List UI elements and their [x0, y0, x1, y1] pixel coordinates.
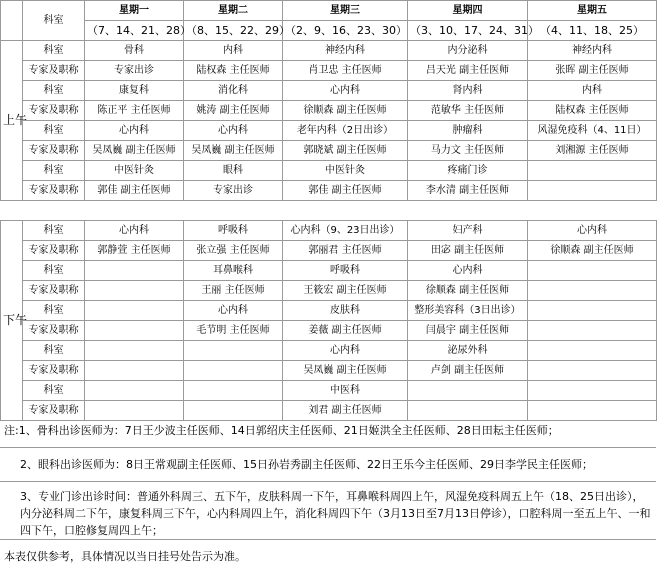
- schedule-cell: [528, 321, 657, 341]
- separator-cell: [23, 201, 85, 221]
- schedule-cell: 卢剑 副主任医师: [408, 361, 528, 381]
- schedule-cell: 心内科: [85, 121, 184, 141]
- schedule-cell: 陆权森 主任医师: [184, 61, 283, 81]
- schedule-cell: [184, 381, 283, 401]
- schedule-cell: 肾内科: [408, 81, 528, 101]
- row-label: 专家及职称: [23, 241, 85, 261]
- schedule-cell: 心内科（9、23日出诊）: [283, 221, 408, 241]
- afternoon-row: [1, 221, 657, 241]
- morning-row: [1, 121, 657, 141]
- schedule-cell: 中医科: [283, 381, 408, 401]
- morning-row: [1, 141, 657, 161]
- separator-cell: [85, 201, 184, 221]
- schedule-cell: 徐顺森 副主任医师: [408, 281, 528, 301]
- schedule-cell: 泌尿外科: [408, 341, 528, 361]
- morning-row: [1, 181, 657, 201]
- row-label: 科室: [23, 161, 85, 181]
- separator-cell: [528, 201, 657, 221]
- schedule-cell: 毛节明 主任医师: [184, 321, 283, 341]
- schedule-cell: 王丽 主任医师: [184, 281, 283, 301]
- schedule-cell: 神经内科: [283, 41, 408, 61]
- schedule-cell: [85, 341, 184, 361]
- afternoon-row: [1, 301, 657, 321]
- separator-cell: [283, 201, 408, 221]
- afternoon-row: [1, 381, 657, 401]
- row-label: 专家及职称: [23, 281, 85, 301]
- schedule-cell: [528, 161, 657, 181]
- afternoon-row: [1, 241, 657, 261]
- schedule-cell: 整形美容科（3日出诊）: [408, 301, 528, 321]
- schedule-cell: 陈正平 主任医师: [85, 101, 184, 121]
- schedule-cell: 张晖 副主任医师: [528, 61, 657, 81]
- schedule-cell: [184, 341, 283, 361]
- note-orthopedics: 注:1、骨科出诊医师为：7日王少波主任医师、14日郭绍庆主任医师、21日姬洪全主任医师、28日田耘主任医师；: [0, 414, 656, 448]
- header-day-row: [1, 1, 657, 21]
- section-separator: [1, 201, 657, 221]
- morning-row: [1, 41, 657, 61]
- schedule-cell: 张立强 主任医师: [184, 241, 283, 261]
- row-label: 专家及职称: [23, 181, 85, 201]
- schedule-cell: 心内科: [408, 261, 528, 281]
- schedule-cell: 姚涛 副主任医师: [184, 101, 283, 121]
- morning-row: [1, 101, 657, 121]
- schedule-cell: 耳鼻喉科: [184, 261, 283, 281]
- schedule-cell: [85, 301, 184, 321]
- row-label: 科室: [23, 301, 85, 321]
- row-label: 科室: [23, 81, 85, 101]
- schedule-cell: 心内科: [283, 341, 408, 361]
- schedule-cell: 吴凤巍 副主任医师: [283, 361, 408, 381]
- schedule-cell: 郭晓斌 副主任医师: [283, 141, 408, 161]
- day-tue: 星期二: [184, 1, 283, 21]
- row-label: 专家及职称: [23, 141, 85, 161]
- schedule-cell: 郭丽君 主任医师: [283, 241, 408, 261]
- schedule-cell: 眼科: [184, 161, 283, 181]
- header-date-row: [1, 21, 657, 41]
- schedule-cell: 心内科: [528, 221, 657, 241]
- schedule-cell: [85, 381, 184, 401]
- schedule-cell: 疼痛门诊: [408, 161, 528, 181]
- schedule-cell: [528, 301, 657, 321]
- separator-cell: [1, 201, 23, 221]
- note-clinic-hours: 3、专业门诊出诊时间：普通外科周三、五下午，皮肤科周一下午，耳鼻喉科周四上午，风湿免疫科周五上午（18、25日出诊），内分泌科周二下午，康复科周三下午，心内科周四上午，消化科周四下午（3月13日至7月13日停诊），口腔科周一至五上午、一和四下午，口腔修复周四上午；: [0, 482, 656, 540]
- schedule-cell: 专家出诊: [184, 181, 283, 201]
- afternoon-period-label: 下午: [1, 221, 23, 421]
- schedule-cell: 骨科: [85, 41, 184, 61]
- row-label: 科室: [23, 381, 85, 401]
- schedule-cell: 王筱宏 副主任医师: [283, 281, 408, 301]
- note-disclaimer: 本表仅供参考，具体情况以当日挂号处告示为准。: [4, 549, 246, 563]
- row-label: 专家及职称: [23, 401, 85, 421]
- date-wed: （2、9、16、23、30）: [283, 21, 408, 41]
- schedule-cell: [85, 361, 184, 381]
- morning-row: [1, 161, 657, 181]
- schedule-cell: [85, 321, 184, 341]
- schedule-cell: 刘湘源 主任医师: [528, 141, 657, 161]
- schedule-cell: 姜薇 副主任医师: [283, 321, 408, 341]
- date-mon: （7、14、21、28）: [85, 21, 184, 41]
- schedule-cell: 专家出诊: [85, 61, 184, 81]
- morning-row: [1, 81, 657, 101]
- day-fri: 星期五: [528, 1, 657, 21]
- afternoon-row: [1, 321, 657, 341]
- schedule-cell: 消化科: [184, 81, 283, 101]
- afternoon-row: [1, 261, 657, 281]
- schedule-cell: 闫晨宇 副主任医师: [408, 321, 528, 341]
- schedule-cell: [528, 181, 657, 201]
- schedule-cell: 徐顺森 副主任医师: [283, 101, 408, 121]
- schedule-cell: [528, 361, 657, 381]
- schedule-cell: [184, 361, 283, 381]
- schedule-cell: [85, 261, 184, 281]
- schedule-cell: 呼吸科: [184, 221, 283, 241]
- header-dept-label: 科室: [23, 1, 85, 41]
- schedule-cell: [528, 281, 657, 301]
- schedule-cell: [408, 381, 528, 401]
- schedule-cell: 李水清 副主任医师: [408, 181, 528, 201]
- separator-cell: [408, 201, 528, 221]
- schedule-cell: 心内科: [184, 121, 283, 141]
- separator-cell: [184, 201, 283, 221]
- schedule-cell: [85, 281, 184, 301]
- schedule-cell: 范敏华 主任医师: [408, 101, 528, 121]
- schedule-cell: 郭静萱 主任医师: [85, 241, 184, 261]
- schedule-cell: 心内科: [85, 221, 184, 241]
- schedule-cell: 老年内科（2日出诊）: [283, 121, 408, 141]
- schedule-cell: 神经内科: [528, 41, 657, 61]
- morning-row: [1, 61, 657, 81]
- row-label: 科室: [23, 261, 85, 281]
- schedule-cell: 皮肤科: [283, 301, 408, 321]
- schedule-cell: 风湿免疫科（4、11日）: [528, 121, 657, 141]
- morning-period-label: 上午: [1, 41, 23, 201]
- row-label: 专家及职称: [23, 361, 85, 381]
- schedule-cell: 心内科: [184, 301, 283, 321]
- schedule-cell: 中医针灸: [85, 161, 184, 181]
- row-label: 专家及职称: [23, 321, 85, 341]
- notes-section: [0, 414, 656, 572]
- schedule-cell: 康复科: [85, 81, 184, 101]
- schedule-cell: 田宓 副主任医师: [408, 241, 528, 261]
- day-mon: 星期一: [85, 1, 184, 21]
- schedule-cell: [528, 261, 657, 281]
- row-label: 科室: [23, 221, 85, 241]
- row-label: 专家及职称: [23, 61, 85, 81]
- day-wed: 星期三: [283, 1, 408, 21]
- schedule-cell: 陆权森 主任医师: [528, 101, 657, 121]
- schedule-cell: 徐顺森 副主任医师: [528, 241, 657, 261]
- day-thu: 星期四: [408, 1, 528, 21]
- schedule-cell: 郭佳 副主任医师: [85, 181, 184, 201]
- date-tue: （8、15、22、29）: [184, 21, 283, 41]
- corner-cell: [1, 1, 23, 41]
- schedule-cell: 中医针灸: [283, 161, 408, 181]
- row-label: 专家及职称: [23, 101, 85, 121]
- note-ophthalmology: 2、眼科出诊医师为：8日王常观副主任医师、15日孙岩秀副主任医师、22日王乐今主任医师、29日李学民主任医师；: [0, 448, 656, 482]
- schedule-cell: [528, 341, 657, 361]
- date-thu: （3、10、17、24、31）: [408, 21, 528, 41]
- row-label: 科室: [23, 121, 85, 141]
- schedule-cell: 肿瘤科: [408, 121, 528, 141]
- afternoon-row: [1, 361, 657, 381]
- row-label: 科室: [23, 341, 85, 361]
- schedule-cell: 心内科: [283, 81, 408, 101]
- schedule-cell: 吴凤巍 副主任医师: [85, 141, 184, 161]
- schedule-cell: 妇产科: [408, 221, 528, 241]
- schedule-cell: [528, 381, 657, 401]
- schedule-cell: 肖卫忠 主任医师: [283, 61, 408, 81]
- schedule-cell: 刘君 副主任医师: [283, 401, 408, 421]
- schedule-cell: 郭佳 副主任医师: [283, 181, 408, 201]
- afternoon-row: [1, 281, 657, 301]
- date-fri: （4、11、18、25）: [528, 21, 657, 41]
- schedule-cell: 马力文 主任医师: [408, 141, 528, 161]
- schedule-cell: 内科: [528, 81, 657, 101]
- afternoon-row: [1, 341, 657, 361]
- schedule-cell: 吕天光 副主任医师: [408, 61, 528, 81]
- schedule-cell: 呼吸科: [283, 261, 408, 281]
- schedule-cell: 内科: [184, 41, 283, 61]
- schedule-cell: 内分泌科: [408, 41, 528, 61]
- schedule-cell: 吴凤巍 副主任医师: [184, 141, 283, 161]
- row-label: 科室: [23, 41, 85, 61]
